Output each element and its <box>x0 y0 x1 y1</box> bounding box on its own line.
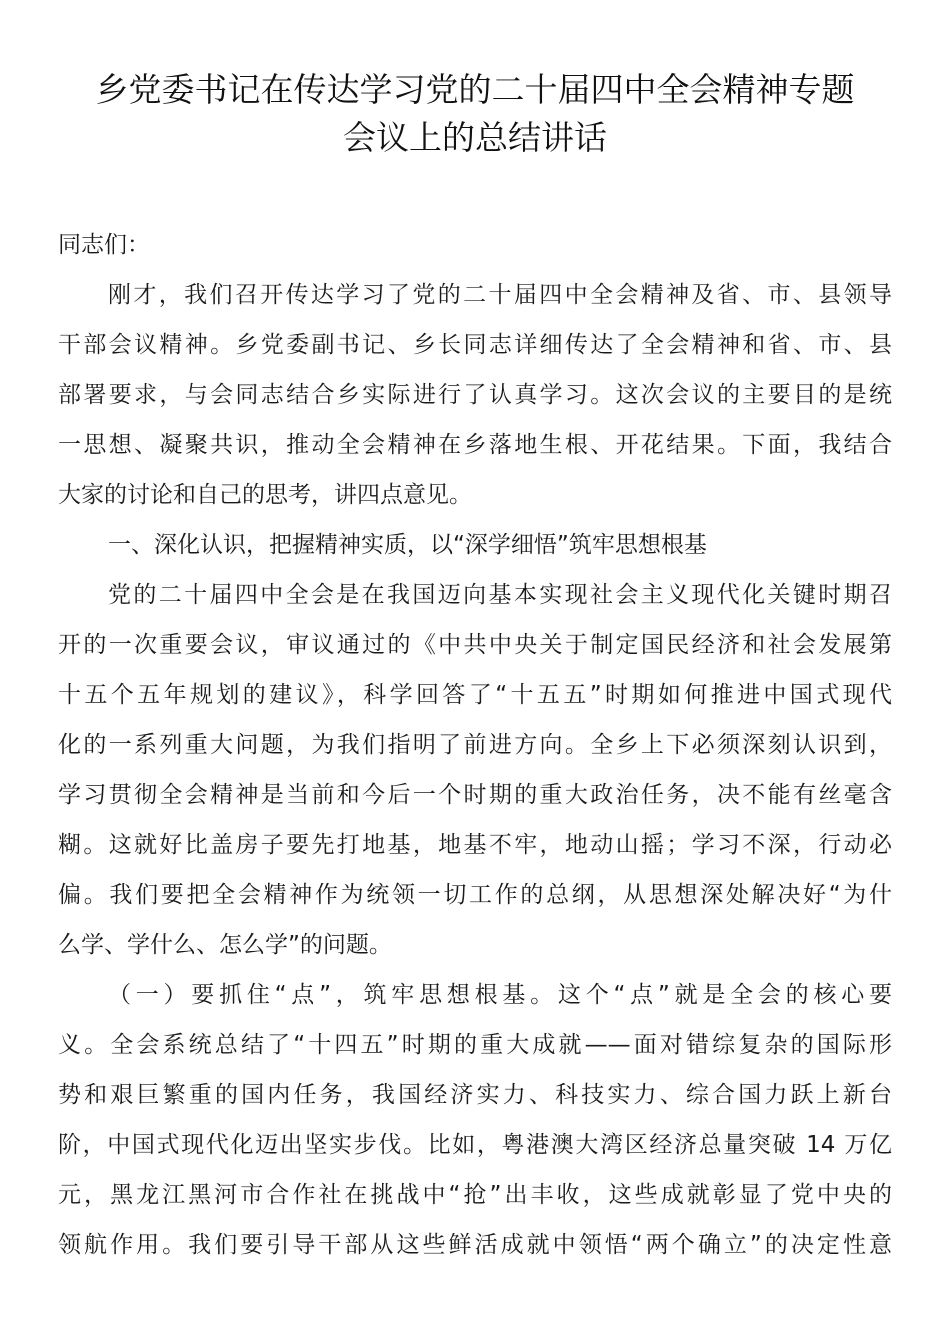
paragraph-line: 干部会议精神。乡党委副书记、乡长同志详细传达了全会精神和省、市、县 <box>58 332 892 358</box>
paragraph-line: 阶，中国式现代化迈出坚实步伐。比如，粤港澳大湾区经济总量突破 14 万亿 <box>58 1132 892 1158</box>
paragraph-line: 开的一次重要会议，审议通过的《中共中央关于制定国民经济和社会发展第 <box>58 632 892 658</box>
paragraph-line: 部署要求，与会同志结合乡实际进行了认真学习。这次会议的主要目的是统 <box>58 382 892 408</box>
paragraph-line: 偏。我们要把全会精神作为统领一切工作的总纲，从思想深处解决好“为什 <box>58 882 892 908</box>
title-line-2: 会议上的总结讲话 <box>343 118 607 157</box>
paragraph-line: 刚才，我们召开传达学习了党的二十届四中全会精神及省、市、县领导 <box>108 282 892 308</box>
paragraph-line: 十五个五年规划的建议》，科学回答了“十五五”时期如何推进中国式现代 <box>58 682 892 708</box>
paragraph-line: 么学、学什么、怎么学”的问题。 <box>58 932 392 958</box>
paragraph-line: 领航作用。我们要引导干部从这些鲜活成就中领悟“两个确立”的决定性意 <box>58 1232 892 1258</box>
paragraph-line: 元，黑龙江黑河市合作社在挑战中“抢”出丰收，这些成就彰显了党中央的 <box>58 1182 892 1208</box>
paragraph-line: 大家的讨论和自己的思考，讲四点意见。 <box>58 482 472 508</box>
paragraph-subsection-1 <box>58 970 892 1270</box>
paragraph-line: 一思想、凝聚共识，推动全会精神在乡落地生根、开花结果。下面，我结合 <box>58 432 892 458</box>
paragraph-section-1-intro <box>58 570 892 970</box>
title-line-1: 乡党委书记在传达学习党的二十届四中全会精神专题 <box>95 70 855 109</box>
paragraph-line: 学习贯彻全会精神是当前和今后一个时期的重大政治任务，决不能有丝毫含 <box>58 782 892 808</box>
document-title <box>40 66 910 162</box>
paragraph-line: 糊。这就好比盖房子要先打地基，地基不牢，地动山摇；学习不深，行动必 <box>58 832 892 858</box>
paragraph-opening <box>58 270 892 520</box>
paragraph-line: 党的二十届四中全会是在我国迈向基本实现社会主义现代化关键时期召 <box>108 582 892 608</box>
paragraph-line: 义。全会系统总结了“十四五”时期的重大成就——面对错综复杂的国际形 <box>58 1032 892 1058</box>
section-heading-1: 一、深化认识，把握精神实质，以“深学细悟”筑牢思想根基 <box>108 532 707 558</box>
paragraph-line: 化的一系列重大问题，为我们指明了前进方向。全乡上下必须深刻认识到， <box>58 732 892 758</box>
salutation: 同志们： <box>58 232 150 258</box>
paragraph-line: 势和艰巨繁重的国内任务，我国经济实力、科技实力、综合国力跃上新台 <box>58 1082 892 1108</box>
paragraph-line: （一）要抓住“点”，筑牢思想根基。这个“点”就是全会的核心要 <box>108 982 892 1008</box>
document-body <box>58 220 892 1270</box>
